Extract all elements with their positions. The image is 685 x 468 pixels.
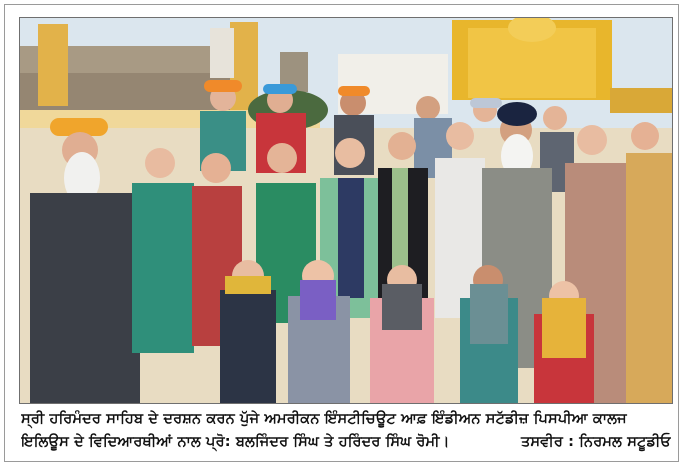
- photo-credit: ਤਸਵੀਰ : ਨਿਰਮਲ ਸਟੂਡੀਓ: [520, 433, 671, 450]
- group-photo-illustration: [20, 18, 672, 403]
- photo-caption: [21, 407, 671, 453]
- caption-line-2: [21, 430, 671, 453]
- caption-line-1: ਸ੍ਰੀ ਹਰਿਮੰਦਰ ਸਾਹਿਬ ਦੇ ਦਰਸ਼ਨ ਕਰਨ ਪੁੱਜੇ ਅਮਰੀਕਨ ਇੰਸਟੀਚਿਊਟ ਆਫ਼ ਇੰਡੀਅਨ ਸਟੱਡੀਜ਼ ਪਿਸਪੀਆ ਕਾਲਜ: [21, 410, 627, 427]
- newspaper-clipping: [4, 4, 679, 462]
- caption-text-2: ਇਲਿਊਸ ਦੇ ਵਿਦਿਆਰਥੀਆਂ ਨਾਲ ਪ੍ਰੋ: ਬਲਜਿੰਦਰ ਸਿੰਘ ਤੇ ਹਰਿੰਦਰ ਸਿੰਘ ਰੋਮੀ।: [21, 433, 450, 450]
- group-photo: [19, 17, 673, 404]
